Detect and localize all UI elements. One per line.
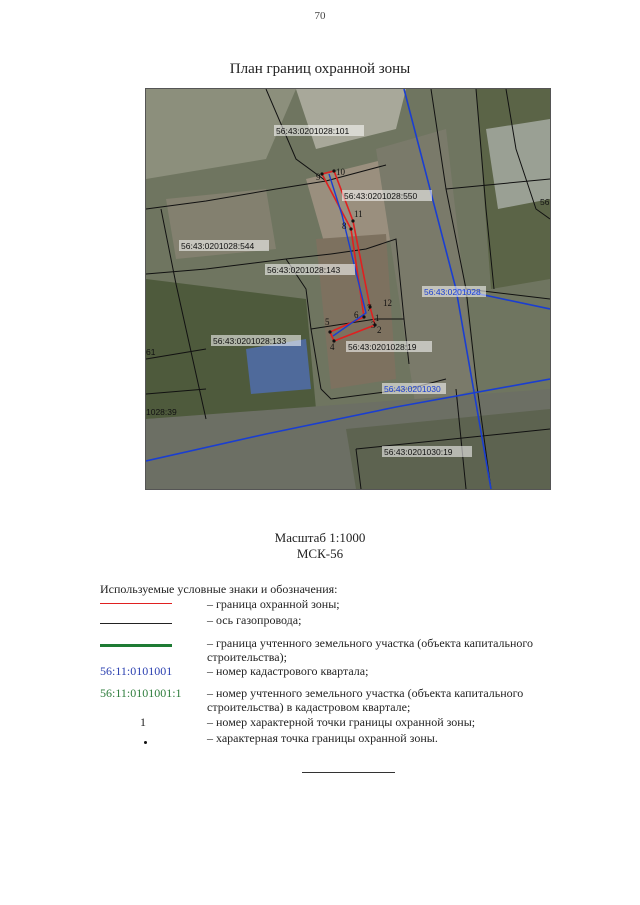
legend-text: – номер учтенного земельного участка (объекта капитального строительства) в кадастровом квартале; (207, 686, 524, 714)
characteristic-point-symbol (144, 741, 147, 744)
parcel-label: 56 (540, 197, 550, 207)
legend-item (100, 715, 580, 731)
cadastral-map (145, 88, 551, 490)
scale-block (0, 530, 640, 562)
legend-item (100, 731, 580, 747)
legend-item (100, 664, 580, 680)
point-number: 10 (336, 167, 345, 177)
parcel-label: 56:43:0201028:550 (344, 191, 418, 201)
parcel-number-symbol: 56:11:0101001:1 (100, 686, 182, 700)
parcel-label: 56:43:0201028:544 (181, 241, 255, 251)
page-number: 70 (314, 10, 326, 22)
point-number: 4 (330, 342, 335, 352)
legend-text: – ось газопровода; (207, 613, 302, 627)
characteristic-point (362, 315, 365, 318)
parcel-label: 56:43:0201028:101 (276, 126, 350, 136)
parcel-label: 56:43:0201028:143 (267, 265, 341, 275)
point-number: 2 (377, 325, 382, 335)
parcel-border-symbol (100, 644, 172, 647)
legend-item (100, 613, 580, 629)
legend-item (100, 597, 580, 613)
parcel-label: 56:43:0201028:133 (213, 336, 287, 346)
plan-title: План границ охранной зоны (229, 61, 411, 77)
characteristic-point (351, 219, 354, 222)
quarter-label: 56:43:0201030 (384, 384, 441, 394)
quarter-label: 56:43:0201028 (424, 287, 481, 297)
point-number: 11 (354, 209, 363, 219)
scale-text: Масштаб 1:1000 (274, 530, 366, 545)
map-canvas (146, 89, 550, 489)
parcel-label: 56:43:0201030:19 (384, 447, 453, 457)
characteristic-point (328, 330, 331, 333)
point-number: 12 (383, 298, 392, 308)
point-number: 3 (371, 320, 376, 330)
legend-text: – характерная точка границы охранной зоны. (207, 731, 438, 745)
protection-zone-symbol (100, 603, 172, 604)
quarter-number-symbol: 56:11:0101001 (100, 664, 173, 678)
parcel-label: 56:43:0201028:19 (348, 342, 417, 352)
point-number: 9 (316, 172, 321, 182)
closing-line (302, 772, 395, 773)
parcel-label: 61 (146, 347, 156, 357)
point-number: 1 (375, 313, 380, 323)
point-number-symbol: 1 (140, 715, 146, 729)
characteristic-point (349, 227, 352, 230)
legend-item (100, 686, 580, 716)
characteristic-point (320, 172, 323, 175)
legend-text: – номер характерной точки границы охранной зоны; (207, 715, 476, 729)
point-number: 5 (325, 317, 330, 327)
legend-text: – граница охранной зоны; (207, 597, 340, 611)
point-number: 8 (342, 221, 347, 231)
point-number: 7 (367, 303, 372, 313)
legend-title: Используемые условные знаки и обозначения: (100, 582, 338, 596)
coordinate-system: МСК-56 (296, 546, 344, 561)
pipeline-axis-symbol (100, 623, 172, 624)
legend-text: – граница учтенного земельного участка (объекта капитального строительства); (207, 636, 534, 664)
parcel-label: 1028:39 (146, 407, 177, 417)
point-number: 6 (354, 310, 359, 320)
legend-item (100, 636, 580, 666)
legend-text: – номер кадастрового квартала; (207, 664, 369, 678)
